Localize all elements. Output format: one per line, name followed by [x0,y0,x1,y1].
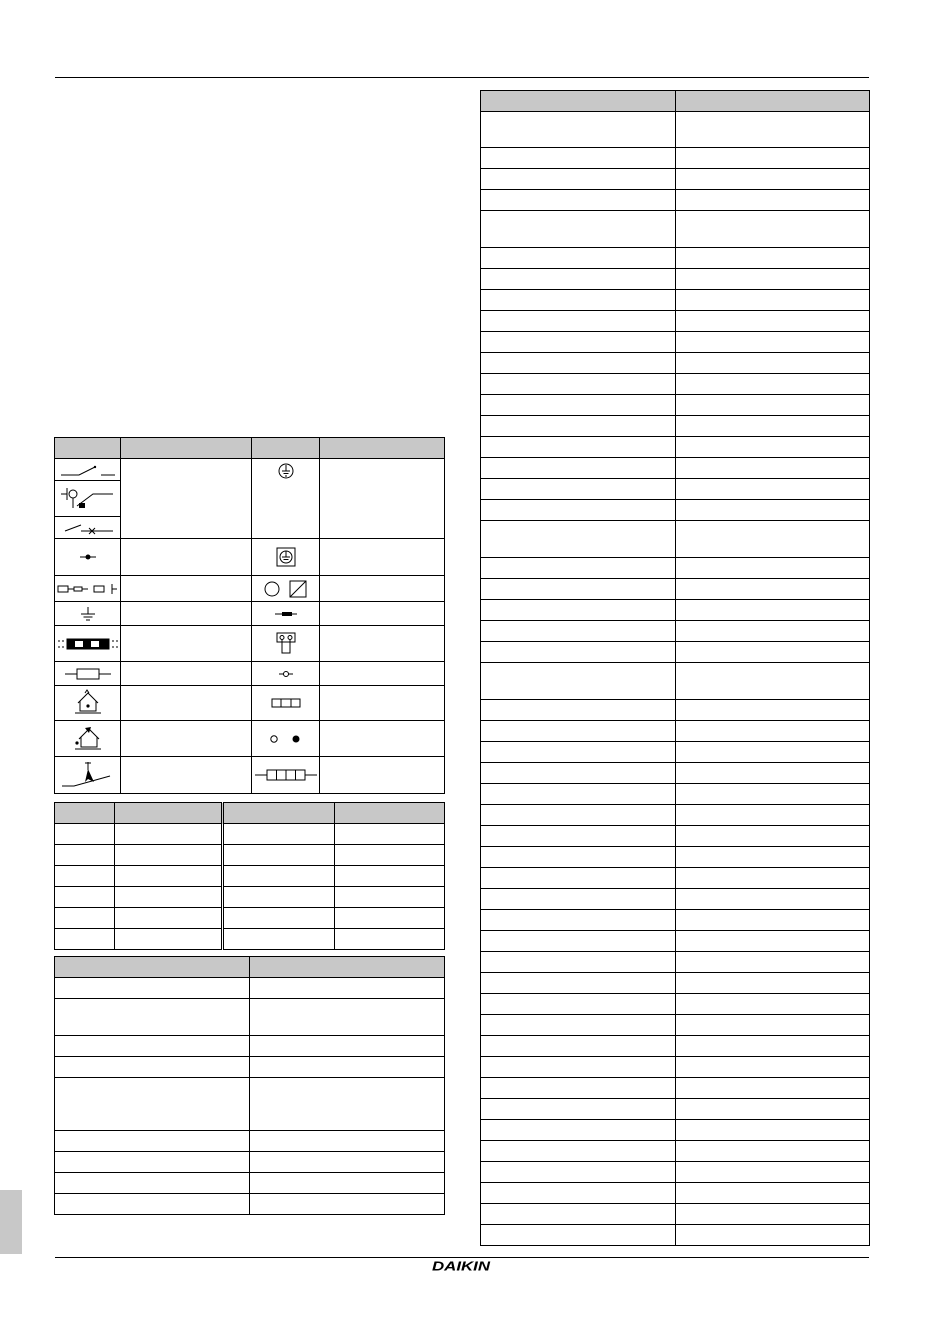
table-row [55,845,445,866]
table-row [55,929,445,950]
two-column-table-left [54,956,445,1215]
table-row [481,994,870,1015]
earth-icon [55,602,121,626]
table-row [481,1141,870,1162]
switch-open-icon [55,459,121,481]
table-row [481,169,870,190]
table-row [481,148,870,169]
table-row [481,973,870,994]
table-row [481,952,870,973]
table-row [55,1194,445,1215]
table-header [55,803,445,824]
table-row [481,353,870,374]
table-row [55,866,445,887]
resistor-connector-icon [252,602,320,626]
table-row [481,742,870,763]
fuse-icon [55,662,121,686]
table-row [481,763,870,784]
table-row [481,700,870,721]
connection-dot-icon [55,539,121,576]
connector-set-icon [55,576,121,602]
table-row [481,889,870,910]
table-row [481,1057,870,1078]
table-row [481,868,870,889]
table-row [481,579,870,600]
table-row [481,311,870,332]
table-row [481,290,870,311]
jumper-icon [252,626,320,662]
field-wiring-icon [55,626,121,662]
header-rule [55,77,869,78]
relay-converter-icon [252,576,320,602]
table-row [481,190,870,211]
terminal-strip-icon [252,686,320,721]
two-column-table-right [480,90,870,1246]
table-row [55,978,445,999]
terminal-icon [252,662,320,686]
section-side-tab [0,1190,22,1254]
symbols-table [54,437,445,794]
table-header [481,91,870,112]
table-row [481,1204,870,1225]
table-row [55,1152,445,1173]
four-column-table [54,802,445,950]
table-row [481,374,870,395]
noiseless-earth-icon [252,539,320,576]
table-row [481,395,870,416]
table-row [55,824,445,845]
indoor-unit-icon [55,686,121,721]
table-row [481,112,870,148]
table-row [55,1131,445,1152]
table-row [481,663,870,700]
table-row [481,621,870,642]
table-header [55,957,445,978]
table-row [481,1225,870,1246]
table-row [55,1057,445,1078]
table-row [481,600,870,621]
table-row [481,1120,870,1141]
table-row [481,248,870,269]
table-row [55,1173,445,1194]
protective-earth-icon [252,459,320,539]
table-row [481,642,870,663]
table-row [55,887,445,908]
table-row [481,269,870,290]
table-row [55,1078,445,1131]
terminal-block-icon [252,757,320,794]
table-row [481,332,870,353]
table-row [481,500,870,521]
table-row [481,805,870,826]
wire-clamp-icon [252,721,320,757]
table-row [481,826,870,847]
table-row [481,458,870,479]
table-row [481,1162,870,1183]
table-row [481,211,870,248]
table-row [481,479,870,500]
thermal-switch-icon [55,517,121,539]
table-row [481,847,870,868]
table-row [55,1036,445,1057]
outdoor-unit-icon [55,721,121,757]
daikin-logo [431,1258,493,1274]
table-row [55,999,445,1036]
table-row [481,1183,870,1204]
table-row [481,1036,870,1057]
svg-text:DAIKIN: DAIKIN [432,1258,491,1274]
table-header [55,438,445,459]
table-row [55,908,445,929]
table-row [481,784,870,805]
table-row [481,721,870,742]
table-row [481,521,870,558]
pressure-switch-icon [55,481,121,517]
table-row [481,1015,870,1036]
table-row [481,558,870,579]
table-row [481,931,870,952]
table-row [481,1078,870,1099]
residual-current-device-icon [55,757,121,794]
table-row [481,910,870,931]
table-row [481,1099,870,1120]
table-row [481,437,870,458]
table-row [481,416,870,437]
